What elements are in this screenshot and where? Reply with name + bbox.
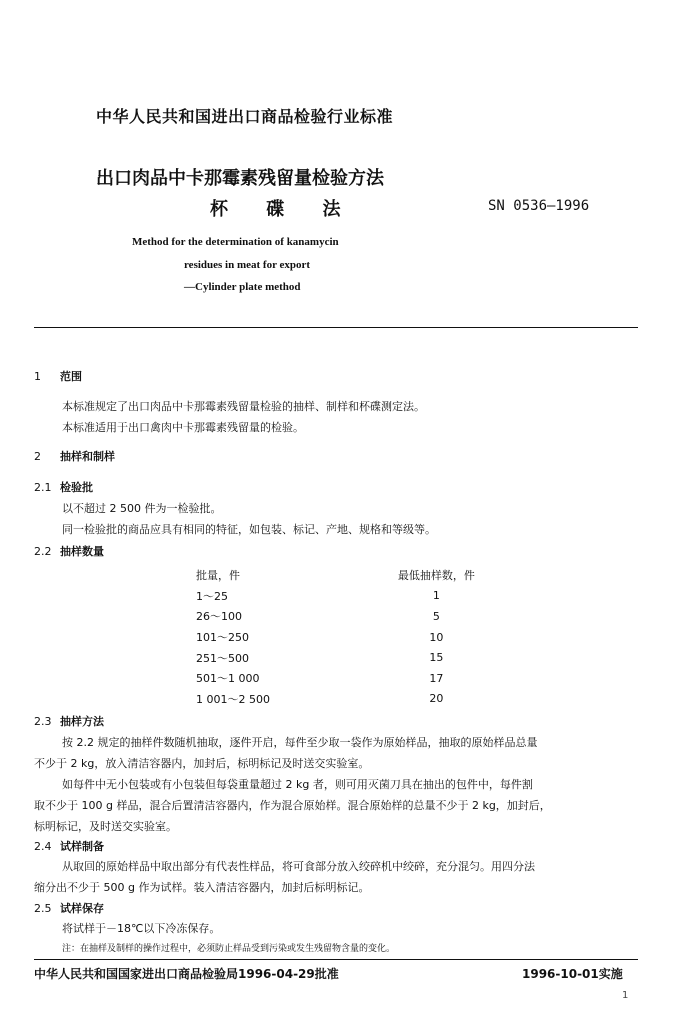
paragraph: 本标准规定了出口肉品中卡那霉素残留量检验的抽样、制样和杯碟测定法。 (62, 400, 425, 413)
section-title: 试样制备 (60, 840, 104, 853)
section-number: 2.4 (34, 840, 52, 853)
sampling-quantity-table (190, 565, 510, 709)
paragraph: 按 2.2 规定的抽样件数随机抽取，逐件开启，每件至少取一袋作为原始样品，抽取的原始样品总量 (62, 736, 538, 749)
table-cell: 26～100 (196, 610, 242, 624)
issuing-body-header: 中华人民共和国进出口商品检验行业标准 (96, 107, 394, 126)
table-row (190, 647, 510, 668)
table-cell: 17 (429, 671, 444, 685)
standard-title-cn: 出口肉品中卡那霉素残留量检验方法 (96, 168, 384, 189)
table-row (190, 627, 510, 648)
paragraph: 将试样于－18℃以下冷冻保存。 (62, 922, 221, 935)
table-row (190, 586, 510, 607)
table-cell: 15 (429, 651, 444, 665)
paragraph: 本标准适用于出口禽肉中卡那霉素残留量的检验。 (62, 421, 304, 434)
standard-number: SN 0536—1996 (488, 198, 590, 214)
section-2-4-heading (34, 838, 104, 854)
table-row (190, 668, 510, 689)
standard-title-en-line-1: Method for the determination of kanamycin (132, 236, 339, 248)
section-title: 试样保存 (60, 902, 104, 915)
section-2-3-heading (34, 713, 104, 729)
paragraph: 同一检验批的商品应具有相同的特征，如包装、标记、产地、规格和等级等。 (62, 523, 436, 536)
page-number: 1 (622, 990, 629, 1001)
section-number: 2.3 (34, 715, 52, 728)
table-cell: 10 (429, 630, 444, 644)
section-title: 范围 (60, 370, 82, 383)
table-cell: 1 (432, 589, 440, 603)
footnote: 注：在抽样及制样的操作过程中，必须防止样品受到污染或发生残留物含量的变化。 (62, 944, 396, 954)
paragraph: 从取回的原始样品中取出部分有代表性样品，将可食部分放入绞碎机中绞碎，充分混匀。用四分法 (62, 860, 535, 873)
section-number: 2.1 (34, 481, 52, 494)
section-2-1-heading (34, 479, 93, 495)
table-cell: 251～500 (196, 651, 249, 665)
section-2-heading (34, 448, 115, 464)
approval-statement: 中华人民共和国国家进出口商品检验局1996-04-29批准 (34, 967, 339, 981)
section-title: 检验批 (60, 481, 93, 494)
table-cell: 1 001～2 500 (196, 692, 270, 706)
table-row (190, 689, 510, 710)
standard-subtitle-cn: 杯 碟 法 (210, 199, 357, 220)
footer-divider (34, 959, 638, 960)
section-1-heading (34, 368, 82, 384)
section-number: 2.2 (34, 545, 52, 558)
table-cell: 20 (429, 692, 444, 706)
implementation-date: 1996-10-01实施 (522, 967, 623, 981)
section-2-2-heading (34, 543, 104, 559)
paragraph: 如每件中无小包装或有小包装但每袋重量超过 2 kg 者，则可用灭菌刀具在抽出的包件中，每件割 (62, 778, 533, 791)
table-cell: 501～1 000 (196, 672, 260, 686)
table-row (190, 606, 510, 627)
title-divider (34, 327, 638, 328)
section-number: 2 (34, 450, 41, 463)
paragraph: 不少于 2 kg，放入清洁容器内，加封后，标明标记及时送交实验室。 (34, 757, 370, 770)
section-title: 抽样数量 (60, 545, 104, 558)
table-header-cell: 批量，件 (196, 569, 240, 583)
paragraph: 标明标记，及时送交实验室。 (34, 820, 177, 833)
standard-title-en-line-2: residues in meat for export (184, 259, 311, 271)
paragraph: 缩分出不少于 500 g 作为试样。装入清洁容器内，加封后标明标记。 (34, 881, 370, 894)
section-number: 2.5 (34, 902, 52, 915)
table-header-cell: 最低抽样数，件 (397, 569, 475, 583)
standard-title-en-line-3: —Cylinder plate method (184, 281, 301, 293)
section-title: 抽样和制样 (60, 450, 115, 463)
paragraph: 取不少于 100 g 样品，混合后置清洁容器内，作为混合原始样。混合原始样的总量不少于 2 kg，加封后， (34, 799, 551, 812)
table-cell: 101～250 (196, 631, 249, 645)
section-2-5-heading (34, 900, 104, 916)
table-cell: 1～25 (196, 589, 228, 603)
table-header-row (190, 565, 510, 586)
section-number: 1 (34, 370, 41, 383)
paragraph: 以不超过 2 500 件为一检验批。 (62, 502, 222, 515)
table-cell: 5 (432, 609, 440, 623)
section-title: 抽样方法 (60, 715, 104, 728)
